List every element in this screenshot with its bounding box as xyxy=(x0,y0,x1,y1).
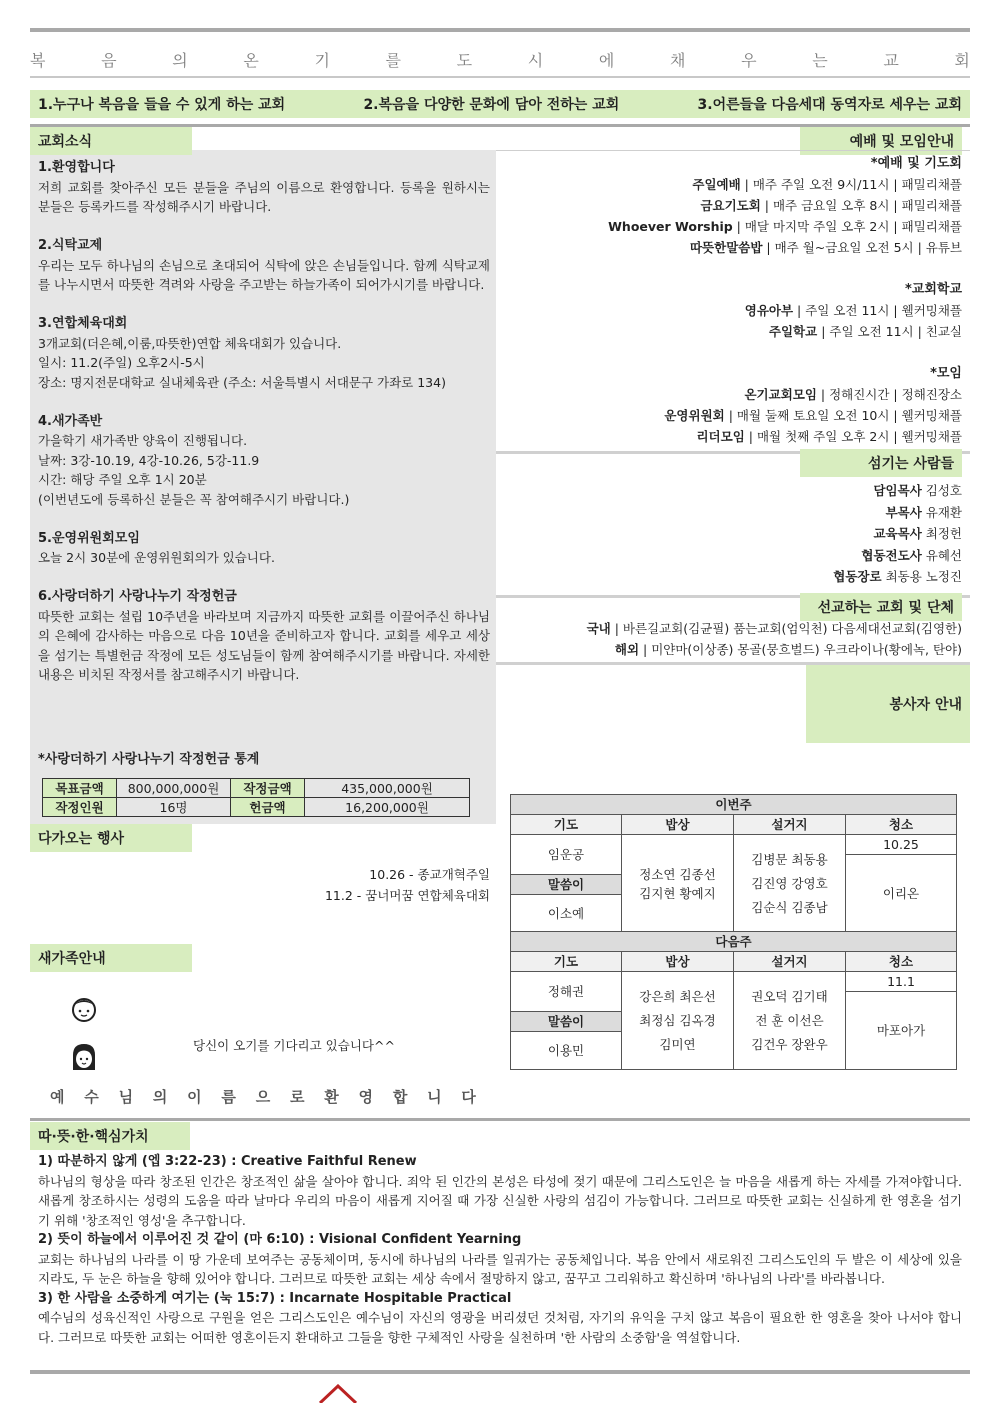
servants-list xyxy=(662,480,962,588)
news-text: 우리는 모두 하나님의 손님으로 초대되어 식탁에 앉은 손님들입니다. 함께 식탁교제를 나누시면서 따뜻한 격려와 사랑을 주고받는 하늘가족이 되어가시기를 바랍니다. xyxy=(38,257,490,292)
mission-detail: | 미얀마(이상종) 몽골(뭉흐벌드) 우크라이나(황에녹, 탄야) xyxy=(639,642,962,657)
servant-role: 교육목사 xyxy=(873,526,922,541)
news-title: 6.사랑더하기 사랑나누기 작정헌금 xyxy=(38,589,237,604)
motto-char: 의 xyxy=(172,51,188,70)
worship-item-detail: | 주일 오전 11시 | 웰커밍채플 xyxy=(793,303,962,318)
welcome-char: 다 xyxy=(461,1088,476,1106)
duty-head: 밥상 xyxy=(622,815,734,835)
mission-item xyxy=(522,639,962,660)
worship-section-title: *모임 xyxy=(930,366,962,381)
duty-caption: 다음주 xyxy=(511,932,957,952)
news-title: 1.환영합니다 xyxy=(38,160,115,175)
news-title: 5.운영위원회모임 xyxy=(38,530,140,546)
duty-clean: 마포아가 xyxy=(846,992,957,1070)
servant-name: 김성호 xyxy=(921,483,962,498)
duty-head: 기도 xyxy=(511,815,622,835)
events-tag: 다가오는 행사 xyxy=(30,824,192,852)
core-title: 1) 따분하지 않게 (엡 3:22-23) : Creative Faithful Renew xyxy=(38,1154,417,1169)
worship-item-name: 영유아부 xyxy=(744,303,794,318)
motto-char: 시 xyxy=(527,51,544,70)
news-text: 오늘 2시 30분에 운영위원회의가 있습니다. xyxy=(38,550,275,565)
news-text: 장소: 명지전문대학교 실내체육관 (주소: 서울특별시 서대문구 가좌로 134) xyxy=(38,374,446,390)
news-list xyxy=(38,158,490,685)
duty-head: 청소 xyxy=(846,815,957,835)
servant-name: 유혜선 xyxy=(921,547,962,563)
worship-item-detail: | 매주 월~금요일 오전 5시 | 유튜브 xyxy=(762,240,962,255)
news-title: 3.연합체육대회 xyxy=(38,316,128,331)
news-gap xyxy=(38,509,490,529)
servant-item xyxy=(662,502,962,524)
motto-char: 는 xyxy=(812,51,828,70)
duty-dish xyxy=(734,835,846,933)
servant-role: 부목사 xyxy=(885,504,922,520)
worship-item xyxy=(522,384,962,405)
worship-item xyxy=(522,405,962,426)
fund-cell: 헌금액 xyxy=(231,798,305,817)
volunteer-tag: 봉사자 안내 xyxy=(806,665,970,743)
welcome-char: 니 xyxy=(427,1088,442,1106)
duty-clean: 이리온 xyxy=(846,855,957,933)
duty-dish-line: 전 훈 이선은 xyxy=(755,1012,824,1028)
core-title: 2) 뜻이 하늘에서 이루어진 것 같이 (마 6:10) : Visional Confident Yearning xyxy=(38,1232,522,1247)
worship-item-detail: | 매월 둘째 토요일 오전 10시 | 웰커밍채플 xyxy=(724,408,962,423)
servant-role: 협동전도사 xyxy=(861,547,922,563)
news-gap xyxy=(38,295,490,315)
motto-char: 교 xyxy=(883,51,899,70)
servant-item xyxy=(662,566,962,588)
worship-item-name: 따뜻한말씀밥 xyxy=(689,240,763,255)
events-list xyxy=(200,864,490,906)
worship-item xyxy=(522,174,962,195)
duty-meal-line: 강은희 최은선 xyxy=(639,988,716,1004)
duty-dish-line: 권오덕 김기태 xyxy=(751,988,828,1004)
welcome-char: 환 xyxy=(324,1088,339,1106)
mission-region: 국내 xyxy=(586,621,611,636)
duty-word: 말씀이 xyxy=(511,1012,622,1032)
welcome-char: 합 xyxy=(392,1088,408,1106)
servant-item xyxy=(662,480,962,502)
core-body: 교회는 하나님의 나라를 이 땅 가운데 보여주는 공동체이며, 동시에 하나님의 나라를 일궈가는 공동체입니다. 복음 안에서 새로워진 그리스도인의 두 발은 이 세상에 있을 지라도, 두 눈은 하늘을 향해 있어야 합니다. 그러므로 따뜻한 교회는 세상 속에서 절망하지 않고, 꿈꾸고 그리워하고 확신하며 '하나님의 나라'를 바라봅니다. xyxy=(38,1251,962,1286)
motto-char: 에 xyxy=(598,51,615,70)
news-tag: 교회소식 xyxy=(30,127,192,155)
worship-item-name: 리더모임 xyxy=(696,429,745,444)
servant-name: 유재환 xyxy=(921,504,962,520)
worship-item-detail: | 매달 마지막 주일 오후 2시 | 패밀리채플 xyxy=(732,219,962,234)
fund-cell: 800,000,000원 xyxy=(117,779,231,798)
worship-item-name: 주일예배 xyxy=(692,177,741,192)
servant-item xyxy=(662,523,962,545)
worship-item-detail: | 주일 오전 11시 | 친교실 xyxy=(817,324,962,339)
worship-item-name: 주일학교 xyxy=(768,324,818,339)
value-2: 2.복음을 다양한 문화에 담아 전하는 교회 xyxy=(363,97,620,113)
worship-item-name: 온기교회모임 xyxy=(744,387,817,402)
news-text: 가을학기 새가족반 양육이 진행됩니다. xyxy=(38,433,248,448)
girl-icon xyxy=(70,1042,98,1074)
worship-item xyxy=(522,426,962,447)
worship-section-title: *예배 및 기도회 xyxy=(870,156,962,171)
welcome-char: 예 xyxy=(50,1088,65,1106)
duty-pray: 임운공 xyxy=(511,835,622,875)
worship-item xyxy=(522,321,962,342)
duty-pray: 이소예 xyxy=(511,895,622,933)
duty-dish-line: 김건우 장완우 xyxy=(751,1036,828,1052)
duty-head: 밥상 xyxy=(622,952,734,972)
church-logo-icon xyxy=(318,1384,358,1403)
fund-cell: 16,200,000원 xyxy=(305,798,470,817)
motto-char: 우 xyxy=(741,51,757,70)
duty-dish xyxy=(734,972,846,1070)
worship-gap xyxy=(522,258,962,279)
core-body: 하나님의 형상을 따라 창조된 인간은 창조적인 삶을 살아야 합니다. 죄악 된 인간의 본성은 타성에 젖기 때문에 그리스도인은 늘 마음을 새롭게 하는 자세를 가져야합니다. 새롭게 창조하시는 성령의 도움을 따라 날마다 우리의 마음이 새롭게 지어질 때 가장 신실한 사랑의 섬김이 가능합니다. 그러므로 따뜻한 교회는 신실하게 한 영혼을 섬기기 위해 '창조적인 영성'을 추구합니다. xyxy=(38,1173,962,1228)
mission-detail: | 바른길교회(김균필) 품는교회(엄익천) 다음세대선교회(김영한) xyxy=(610,621,962,636)
core-title: 3) 한 사람을 소중하게 여기는 (눅 15:7) : Incarnate Hospitable Practical xyxy=(38,1290,512,1306)
duty-meal xyxy=(622,972,734,1070)
worship-section-title: *교회학교 xyxy=(904,282,962,297)
fund-cell: 16명 xyxy=(117,798,231,817)
boy-icon xyxy=(70,995,98,1023)
event-item: 10.26 - 종교개혁주일 xyxy=(369,867,490,882)
welcome-char: 로 xyxy=(289,1088,305,1106)
mission-region: 해외 xyxy=(614,642,640,657)
worship-item xyxy=(522,195,962,216)
core-values xyxy=(38,1152,962,1347)
duty-head: 기도 xyxy=(511,952,622,972)
duty-date: 11.1 xyxy=(846,972,957,992)
fund-cell: 작정인원 xyxy=(43,798,117,817)
motto-char: 채 xyxy=(669,51,686,70)
duty-caption: 이번주 xyxy=(511,795,957,815)
worship-tag: 예배 및 모임안내 xyxy=(800,127,962,155)
news-text: 저희 교회를 찾아주신 모든 분들을 주님의 이름으로 환영합니다. 등록을 원하시는 분들은 등록카드를 작성해주시기 바랍니다. xyxy=(38,179,490,214)
duty-table-next-week xyxy=(510,931,957,1070)
news-text: (이번년도에 등록하신 분들은 꼭 참여해주시기 바랍니다.) xyxy=(38,491,350,507)
worship-item-name: 운영위원회 xyxy=(664,408,725,423)
duty-meal-line: 정소연 김종선 xyxy=(639,866,716,882)
divider xyxy=(496,150,970,151)
duty-head: 청소 xyxy=(846,952,957,972)
motto-char: 도 xyxy=(456,51,473,70)
value-1: 1.누구나 복음을 들을 수 있게 하는 교회 xyxy=(38,97,286,113)
worship-item-detail: | 매월 첫째 주일 오후 2시 | 웰커밍채플 xyxy=(744,429,962,444)
welcome-char: 이 xyxy=(187,1088,202,1106)
worship-gap xyxy=(522,342,962,363)
worship-schedule xyxy=(522,153,962,447)
welcome-line xyxy=(50,1086,476,1107)
church-values xyxy=(30,90,970,118)
news-gap xyxy=(38,392,490,412)
welcome-char: 름 xyxy=(221,1088,236,1106)
duty-head: 설거지 xyxy=(734,815,846,835)
worship-item-detail: | 매주 금요일 오후 8시 | 패밀리채플 xyxy=(760,198,962,213)
servant-role: 담임목사 xyxy=(873,483,922,498)
motto-char: 를 xyxy=(385,51,402,70)
welcome-char: 의 xyxy=(152,1088,168,1106)
duty-dish-line: 김순식 김종남 xyxy=(751,899,828,915)
fund-cell: 435,000,000원 xyxy=(305,779,470,798)
fund-title: *사랑더하기 사랑나누기 작정헌금 통계 xyxy=(38,752,260,767)
motto-char: 복 xyxy=(30,51,46,70)
mission-item xyxy=(522,618,962,639)
worship-item xyxy=(522,237,962,258)
servant-item xyxy=(662,545,962,567)
worship-item-name: 금요기도회 xyxy=(700,198,761,213)
servant-name: 최동용 노정진 xyxy=(881,569,962,584)
news-text: 따뜻한 교회는 설립 10주년을 바라보며 지금까지 따뜻한 교회를 이끌어주신 하나님의 은혜에 감사하는 마음으로 다음 10년을 준비하고자 합니다. 교회를 세우고 세상을 섬기는 특별헌금 작정에 모든 성도님들이 함께 참여해주시기를 바랍니다. 자세한 내용은 비치된 작정서를 참고해주시기 바랍니다. xyxy=(38,608,490,682)
value-3: 3.어른들을 다음세대 동역자로 세우는 교회 xyxy=(697,97,962,113)
news-text: 날짜: 3강-10.19, 4강-10.26, 5강-11.9 xyxy=(38,452,260,468)
servants-tag: 섬기는 사람들 xyxy=(800,449,962,477)
news-title: 4.새가족반 xyxy=(38,413,103,429)
duty-meal-line: 김미연 xyxy=(659,1036,696,1052)
mission-tag: 선교하는 교회 및 단체 xyxy=(800,593,962,621)
news-text: 3개교회(더은혜,이룸,따뜻한)연합 체육대회가 있습니다. xyxy=(38,335,342,351)
news-text: 시간: 해당 주일 오후 1시 20분 xyxy=(38,472,207,487)
duty-date: 10.25 xyxy=(846,835,957,855)
bottom-rule xyxy=(30,1370,970,1374)
motto-char: 회 xyxy=(954,51,970,70)
duty-pray: 정해권 xyxy=(511,972,622,1012)
duty-pray: 이용민 xyxy=(511,1032,622,1070)
worship-item-name: Whoever Worship xyxy=(608,219,733,234)
duty-dish-line: 김병문 최동용 xyxy=(751,851,828,867)
church-motto xyxy=(30,48,970,71)
event-item: 11.2 - 꿈너머꿈 연합체육대회 xyxy=(324,888,490,903)
news-gap xyxy=(38,217,490,237)
section-rule xyxy=(30,1118,970,1121)
news-text: 일시: 11.2(주일) 오후2시-5시 xyxy=(38,355,205,370)
fund-table xyxy=(42,778,470,817)
newfamily-message: 당신이 오기를 기다리고 있습니다^^ xyxy=(193,1038,395,1053)
news-gap xyxy=(38,568,490,588)
news-title: 2.식탁교제 xyxy=(38,238,103,253)
welcome-char: 님 xyxy=(118,1088,134,1106)
welcome-char: 영 xyxy=(358,1088,374,1106)
mission-list xyxy=(522,618,962,660)
motto-char: 음 xyxy=(101,51,117,70)
welcome-char: 수 xyxy=(84,1088,99,1106)
worship-item-detail: | 정해진시간 | 정해진장소 xyxy=(816,387,962,402)
motto-underline xyxy=(30,76,970,78)
worship-item xyxy=(522,216,962,237)
worship-item-detail: | 매주 주일 오전 9시/11시 | 패밀리채플 xyxy=(740,177,962,192)
fund-cell: 목표금액 xyxy=(43,779,117,798)
duty-meal-line: 김지현 황예지 xyxy=(639,885,716,901)
duty-head: 설거지 xyxy=(734,952,846,972)
core-body: 예수님의 성육신적인 사랑으로 구원을 얻은 그리스도인은 예수님이 자신의 영광을 버리셨던 것처럼, 자기의 유익을 구치 않고 복음이 필요한 한 영혼을 찾아 나서야 합니다. 그러므로 따뜻한 교회는 어떠한 영혼이든지 환대하고 그들을 향한 구체적인 사랑을 실천하며 '한 사람의 소중함'을 역설합니다. xyxy=(38,1310,962,1345)
duty-word: 말씀이 xyxy=(511,875,622,895)
newfamily-tag: 새가족안내 xyxy=(30,944,192,972)
top-rule xyxy=(30,28,970,32)
fund-cell: 작정금액 xyxy=(231,779,305,798)
motto-char: 온 xyxy=(243,51,259,70)
worship-item xyxy=(522,300,962,321)
duty-table-this-week xyxy=(510,794,957,933)
core-tag: 따·뜻·한·핵심가치 xyxy=(30,1122,190,1150)
motto-char: 기 xyxy=(314,51,330,70)
welcome-char: 으 xyxy=(255,1088,271,1106)
duty-meal xyxy=(622,835,734,933)
servant-role: 협동장로 xyxy=(833,569,882,584)
duty-dish-line: 김진영 강영호 xyxy=(751,875,828,891)
servant-name: 최정헌 xyxy=(921,526,962,541)
duty-meal-line: 최정심 김옥경 xyxy=(639,1012,716,1028)
